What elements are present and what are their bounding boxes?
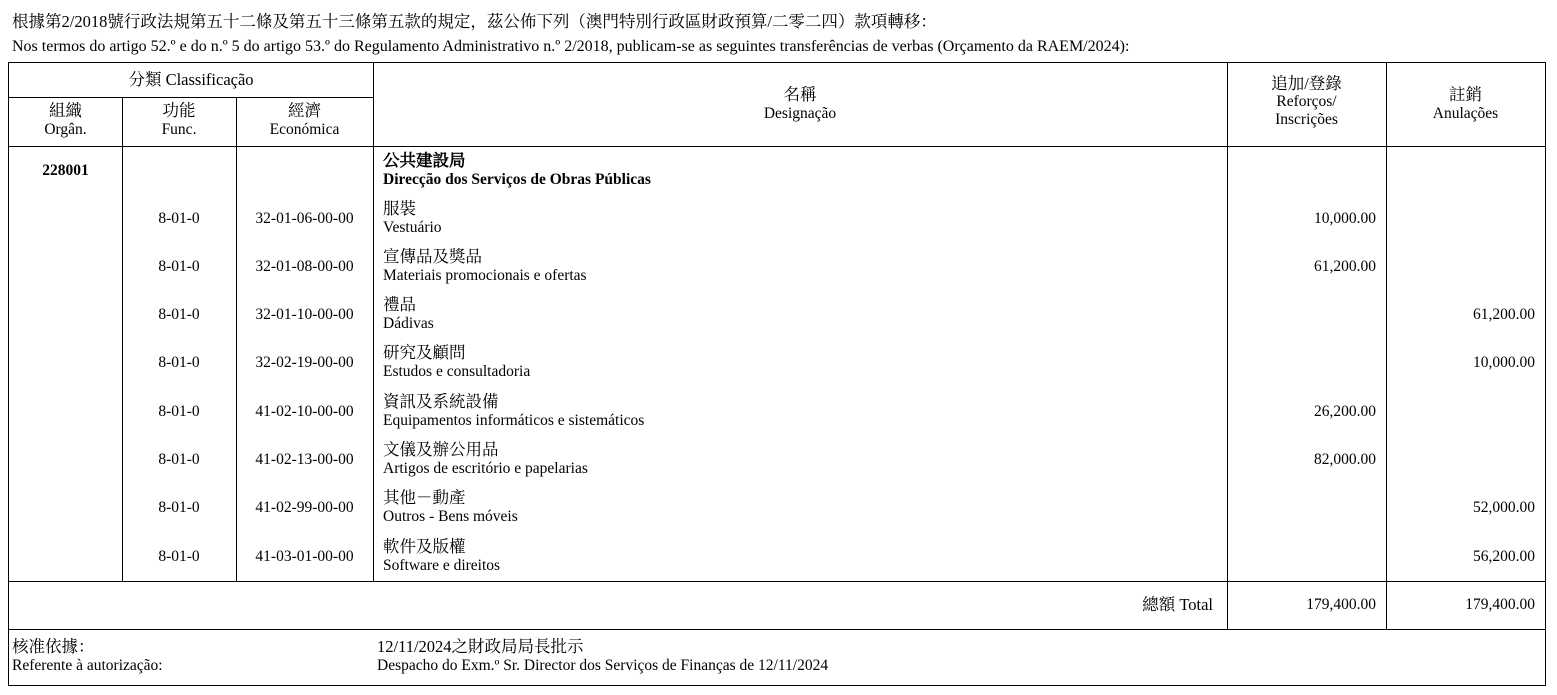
divider-total-bottom — [9, 629, 1545, 630]
row-5-designation — [383, 440, 588, 478]
divider-designation-left — [373, 63, 374, 581]
row-4-designation-zh: 資訊及系統設備 — [383, 392, 499, 411]
header-func — [122, 101, 236, 139]
row-5-designation-zh: 文儀及辦公用品 — [383, 440, 499, 459]
row-2-cancel: 61,200.00 — [1473, 306, 1535, 323]
row-1-designation-pt: Materiais promocionais e ofertas — [383, 267, 587, 284]
header-reinforce-pt2: Inscrições — [1275, 111, 1338, 128]
header-designation-zh: 名稱 — [783, 85, 817, 104]
row-0-designation-pt: Vestuário — [383, 219, 442, 236]
row-2-func: 8-01-0 — [158, 306, 200, 323]
row-7-econ: 41-03-01-00-00 — [255, 548, 354, 565]
row-4-designation-pt: Equipamentos informáticos e sistemáticos — [383, 412, 645, 429]
row-7-cancel: 56,200.00 — [1473, 548, 1535, 565]
header-reinforce-pt1: Reforços/ — [1276, 93, 1337, 110]
row-4-econ: 41-02-10-00-00 — [255, 403, 354, 420]
row-4-designation — [383, 392, 644, 430]
intro-text-zh: 根據第2/2018號行政法規第五十二條及第五十三條第五款的規定，茲公佈下列（澳門特別行政區財政預算/二零二四）款項轉移： — [12, 12, 937, 31]
organ-name-pt: Direcção dos Serviços de Obras Públicas — [383, 171, 651, 188]
row-5-econ: 41-02-13-00-00 — [255, 451, 354, 468]
header-econ-zh: 經濟 — [288, 101, 321, 120]
row-6-func: 8-01-0 — [158, 499, 200, 516]
row-5-reinforce: 82,000.00 — [1314, 451, 1376, 468]
header-classification — [9, 70, 373, 90]
header-func-pt: Func. — [161, 121, 197, 138]
row-7-func: 8-01-0 — [158, 548, 200, 565]
row-3-designation — [383, 343, 530, 381]
total-reinforce: 179,400.00 — [1306, 596, 1376, 613]
row-1-econ: 32-01-08-00-00 — [255, 258, 354, 275]
header-econ — [236, 101, 373, 139]
row-2-designation — [383, 295, 434, 333]
row-4-reinforce: 26,200.00 — [1314, 403, 1376, 420]
organ-name — [383, 151, 651, 189]
divider-cancel-left — [1386, 63, 1387, 629]
header-cancel-zh: 註銷 — [1449, 85, 1482, 104]
intro-text-pt: Nos termos do artigo 52.º e do n.º 5 do artigo 53.º do Regulamento Administrativo n.º 2/2018, publicam-se as seguintes transferências de verbas (Orçamento da RAEM/2024): — [12, 38, 1130, 55]
row-1-func: 8-01-0 — [158, 258, 200, 275]
header-reinforce — [1227, 75, 1386, 129]
row-0-designation-zh: 服裝 — [383, 199, 416, 218]
row-7-designation — [383, 537, 500, 575]
header-cancel — [1386, 85, 1545, 123]
header-organ-pt: Orgân. — [44, 121, 87, 138]
row-2-designation-pt: Dádivas — [383, 315, 434, 332]
header-classification-label: 分類 Classificação — [128, 70, 254, 89]
row-5-func: 8-01-0 — [158, 451, 200, 468]
header-designation — [373, 85, 1227, 123]
row-7-designation-zh: 軟件及版權 — [383, 537, 466, 556]
row-3-designation-pt: Estudos e consultadoria — [383, 363, 531, 380]
organ-name-zh: 公共建設局 — [383, 151, 466, 170]
authorization-value — [377, 637, 828, 675]
authorization-label-zh: 核准依據： — [12, 637, 95, 656]
authorization-value-pt: Despacho do Exm.º Sr. Director dos Serviços de Finanças de 12/11/2024 — [377, 657, 829, 674]
header-organ — [9, 101, 122, 139]
row-7-designation-pt: Software e direitos — [383, 557, 501, 574]
row-0-designation — [383, 199, 442, 237]
row-1-designation — [383, 247, 587, 285]
row-2-designation-zh: 禮品 — [383, 295, 416, 314]
row-5-designation-pt: Artigos de escritório e papelarias — [383, 460, 588, 477]
row-0-reinforce: 10,000.00 — [1314, 210, 1376, 227]
authorization-label — [12, 637, 163, 675]
row-6-cancel: 52,000.00 — [1473, 499, 1535, 516]
header-econ-pt: Económica — [269, 121, 340, 138]
budget-transfer-table — [8, 62, 1546, 686]
divider-classification-bottom — [9, 97, 373, 98]
row-3-cancel: 10,000.00 — [1473, 354, 1535, 371]
organ-code: 228001 — [42, 162, 89, 179]
row-0-func: 8-01-0 — [158, 210, 200, 227]
header-designation-pt: Designação — [763, 105, 837, 122]
row-6-designation-zh: 其他－動產 — [383, 488, 466, 507]
row-1-reinforce: 61,200.00 — [1314, 258, 1376, 275]
total-label — [373, 595, 1213, 615]
header-organ-zh: 組織 — [49, 101, 82, 120]
row-2-econ: 32-01-10-00-00 — [255, 306, 354, 323]
authorization-label-pt: Referente à autorização: — [12, 657, 163, 674]
row-3-econ: 32-02-19-00-00 — [255, 354, 354, 371]
row-6-econ: 41-02-99-00-00 — [255, 499, 354, 516]
total-cancel: 179,400.00 — [1465, 596, 1535, 613]
divider-body-bottom — [9, 581, 1545, 582]
row-1-designation-zh: 宣傳品及獎品 — [383, 247, 482, 266]
row-3-designation-zh: 研究及顧問 — [383, 343, 466, 362]
row-6-designation — [383, 488, 518, 526]
row-4-func: 8-01-0 — [158, 403, 200, 420]
header-cancel-pt: Anulações — [1432, 105, 1499, 122]
header-reinforce-zh: 追加/登錄 — [1271, 74, 1342, 93]
authorization-value-zh: 12/11/2024之財政局局長批示 — [377, 637, 584, 656]
row-6-designation-pt: Outros - Bens móveis — [383, 508, 518, 525]
row-3-func: 8-01-0 — [158, 354, 200, 371]
row-0-econ: 32-01-06-00-00 — [255, 210, 354, 227]
divider-header-bottom — [9, 146, 1545, 147]
total-label-text: 總額 Total — [1142, 595, 1213, 614]
header-func-zh: 功能 — [162, 101, 196, 120]
divider-reinforce-left — [1227, 63, 1228, 629]
